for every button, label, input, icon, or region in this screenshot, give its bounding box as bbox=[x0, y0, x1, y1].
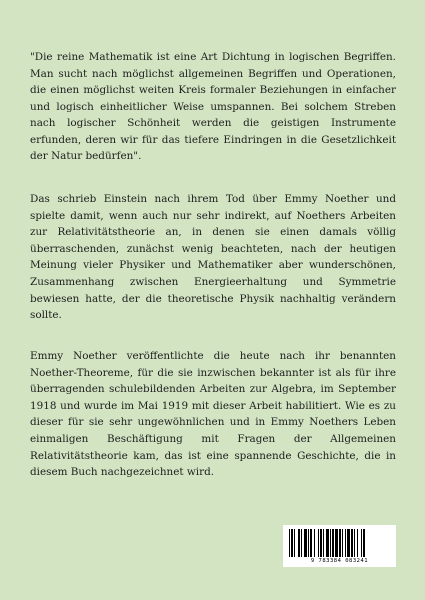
barcode-bar bbox=[314, 529, 315, 557]
barcode-digits: 9 783384 083241 bbox=[310, 558, 369, 564]
barcode-bar bbox=[318, 529, 319, 557]
barcode-bar bbox=[326, 529, 329, 557]
barcode-bar bbox=[345, 529, 346, 557]
barcode-icon bbox=[287, 529, 392, 557]
isbn-barcode bbox=[283, 525, 396, 567]
barcode-bar bbox=[310, 529, 312, 557]
barcode-bar bbox=[351, 529, 353, 557]
barcode-bar bbox=[361, 529, 362, 557]
barcode-bar bbox=[308, 529, 309, 557]
barcode-bar bbox=[298, 529, 300, 557]
barcode-bar bbox=[335, 529, 338, 557]
barcode-bar bbox=[304, 529, 307, 557]
barcode-bar bbox=[294, 529, 295, 557]
barcode-bar bbox=[323, 529, 324, 557]
barcode-bar bbox=[332, 529, 334, 557]
barcode-bar bbox=[363, 529, 365, 557]
barcode-bar bbox=[354, 529, 355, 557]
barcode-bar bbox=[330, 529, 331, 557]
barcode-bar bbox=[291, 529, 293, 557]
barcode-bar bbox=[347, 529, 350, 557]
barcode-bar bbox=[301, 529, 302, 557]
barcode-bar bbox=[289, 529, 290, 557]
blurb-paragraph-1: Das schrieb Einstein nach ihrem Tod über Emmy Noether und spielte damit, wenn auch nur sehr indirekt, auf Noethers Arbeiten zur Relativitätstheorie an, in denen sie einen damals völlig überraschenden, zunächst wenig beachteten, nach der heutigen Meinung vieler Physiker und Mathematiker aber wunderschönen, Zusammenhang zwischen Energieerhaltung und Symmetrie bewiesen hatte, der die theoretische Physik nachhaltig verändern sollte. bbox=[30, 193, 396, 322]
blurb-paragraph-2: Emmy Noether veröffentlichte die heute nach ihr benannten Noether-Theoreme, für die sie inzwischen bekannter ist als für ihre überragenden schulebildenden Arbeiten zur Algebra, im September 1918 und wurde im Mai 1919 mit dieser Arbeit habilitiert. Wie es zu dieser für sie sehr ungewöhnlichen und in Emmy Noethers Leben einmaligen Beschäftigung mit Fragen der Allgemeinen Relativitätstheorie kam, das ist eine spannende Geschichte, die in diesem Buch nachgezeichnet wird. bbox=[30, 350, 396, 479]
barcode-bar bbox=[342, 529, 343, 557]
barcode-bar bbox=[357, 529, 358, 557]
einstein-quote: "Die reine Mathematik ist eine Art Dichtung in logischen Begriffen. Man sucht nach möglichst allgemeinen Begriffen und Operationen, die einen möglichst weiten Kreis formaler Beziehungen in einfacher und logisch einheitlicher Weise umspannen. Bei solchem Streben nach logischer Schönheit werden die geistigen Instrumente erfunden, deren wir für das tiefere Eindringen in die Gesetzlichkeit der Natur bedürfen". bbox=[30, 51, 396, 162]
barcode-bar bbox=[320, 529, 322, 557]
barcode-bar bbox=[339, 529, 341, 557]
